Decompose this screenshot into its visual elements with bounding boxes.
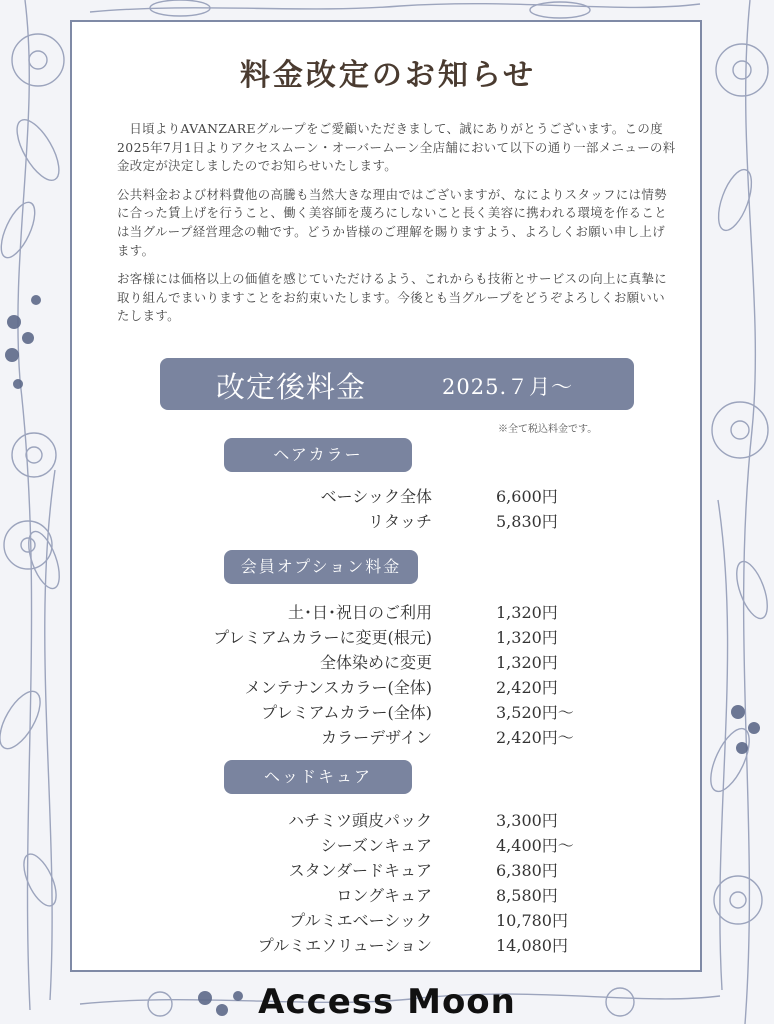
price-item-name: リタッチ <box>367 512 432 531</box>
price-item-price: 2,420円 <box>496 678 558 697</box>
notice-title: 料金改定のお知らせ <box>239 58 537 93</box>
intro-paragraph-2: 公共料金および材料費他の高騰も当然大きな理由ではございますが、なによりスタッフには情勢に合った賃上げを行うこと、働く美容師を蔑ろにしないこと長く美容に携われる環境を作ることは当グループ経営理念の軸です。どうか皆様のご理解を賜りますよう、よろしくお願い申し上げます。 <box>117 186 667 258</box>
price-item-name: プレミアムカラーに変更(根元) <box>213 628 432 647</box>
tax-included-note: ※全て税込料金です。 <box>498 424 598 435</box>
price-item-price: 2,420円～ <box>496 728 574 747</box>
price-item-name: 土･日･祝日のご利用 <box>287 603 432 622</box>
notice-body <box>117 120 677 336</box>
price-item-price: 10,780円 <box>496 911 568 930</box>
price-item-name: カラーデザイン <box>321 728 432 747</box>
banner-heading: 改定後料金 <box>216 370 367 404</box>
intro-paragraph-1: 日頃よりAVANZAREグループをご愛顧いただきまして、誠にありがとうございます。この度2025年7月1日よりアクセスムーン・オーバームーン全店舗において以下の通り一部メニューの料金改定が決定しましたのでお知らせいたします。 <box>117 121 676 174</box>
price-item-price: 8,580円 <box>496 886 558 905</box>
price-item-price: 4,400円～ <box>496 836 574 855</box>
price-item-price: 5,830円 <box>496 512 558 531</box>
price-item-name: ハチミツ頭皮パック <box>287 811 432 830</box>
section-label-head-cure: ヘッドキュア <box>224 760 412 794</box>
intro-paragraph-3: お客様には価格以上の価値を感じていただけるよう、これからも技術とサービスの向上に真摯に取り組んでまいりますことをお約束いたします。今後とも当グループをどうぞよろしくお願いいたします。 <box>117 271 667 324</box>
price-item-name: プルミエソリューション <box>257 936 432 955</box>
price-item-name: 全体染めに変更 <box>319 653 432 672</box>
price-item-name: プルミエベーシック <box>289 911 432 930</box>
brand-logo: Access Moon <box>258 982 516 1022</box>
notice-card <box>70 20 702 972</box>
price-item-name: シーズンキュア <box>320 836 432 855</box>
banner-effective-date: 2025.７月～ <box>442 375 574 399</box>
price-item-price: 6,380円 <box>496 861 558 880</box>
price-item-price: 3,520円～ <box>496 703 574 722</box>
price-item-price: 1,320円 <box>496 653 558 672</box>
price-item-name: スタンダードキュア <box>288 861 432 880</box>
price-item-price: 6,600円 <box>496 487 558 506</box>
section-label-hair-color: ヘアカラー <box>224 438 412 472</box>
price-item-price: 3,300円 <box>496 811 558 830</box>
price-item-price: 14,080円 <box>496 936 568 955</box>
price-item-name: メンテナンスカラー(全体) <box>244 678 432 697</box>
section-label-member-options: 会員オプション料金 <box>224 550 418 584</box>
price-item-name: プレミアムカラー(全体) <box>261 703 432 722</box>
revised-price-banner <box>160 358 634 410</box>
price-item-price: 1,320円 <box>496 603 558 622</box>
price-item-price: 1,320円 <box>496 628 558 647</box>
price-item-name: ベーシック全体 <box>320 487 432 506</box>
price-item-name: ロングキュア <box>336 886 432 905</box>
